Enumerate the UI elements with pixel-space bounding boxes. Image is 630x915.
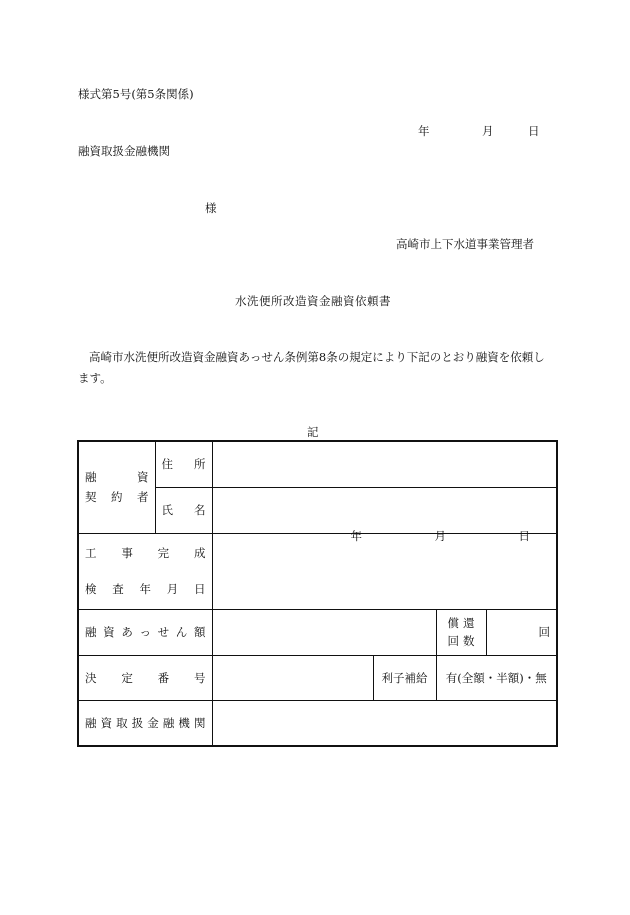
loan-amount-field[interactable]	[212, 609, 436, 655]
interest-label: 利子補給	[373, 655, 436, 700]
date-year: 年	[418, 124, 430, 138]
bank-field[interactable]	[212, 700, 557, 746]
decision-number-field[interactable]	[212, 655, 373, 700]
document-title: 水洗便所改造資金融資依頼書	[235, 294, 391, 308]
address-label: 住 所	[155, 441, 212, 487]
repayment-label: 償 還 回 数	[436, 609, 486, 655]
completion-label-line2: 検 査 年 月 日	[85, 582, 206, 596]
honorific: 様	[205, 201, 217, 215]
repayment-field[interactable]	[486, 609, 557, 655]
completion-label	[78, 533, 212, 609]
decision-label: 決 定 番 号	[78, 655, 212, 700]
bank-label: 融 資 取 扱 金 融 機 関	[78, 700, 212, 746]
date-day: 日	[528, 124, 540, 138]
completion-day: 日	[518, 528, 530, 543]
ki-marker: 記	[307, 425, 319, 439]
date-month: 月	[482, 124, 494, 138]
issuer: 高崎市上下水道事業管理者	[396, 237, 534, 251]
addressee: 融資取扱金融機関	[78, 144, 170, 158]
completion-date-field[interactable]	[212, 528, 557, 609]
application-table	[77, 440, 558, 747]
interest-value[interactable]: 有(全額・半額)・無	[436, 655, 557, 700]
body-text: 高崎市水洗便所改造資金融資あっせん条例第8条の規定により下記のとおり融資を依頼します。	[78, 350, 545, 385]
loan-amount-label: 融 資 あ っ せ ん 額	[78, 609, 212, 655]
borrower-label-line2: 契 約 者	[85, 490, 149, 505]
repayment-unit: 回	[538, 625, 550, 639]
completion-label-line1: 工 事 完 成	[85, 546, 206, 560]
borrower-label-line1: 融 資	[85, 470, 149, 485]
completion-year: 年	[350, 528, 362, 543]
address-field[interactable]	[212, 441, 557, 487]
completion-month: 月	[434, 528, 446, 543]
name-field[interactable]	[212, 487, 557, 533]
name-label: 氏 名	[155, 487, 212, 533]
form-number: 様式第5号(第5条関係)	[78, 87, 194, 101]
borrower-label	[78, 441, 155, 533]
